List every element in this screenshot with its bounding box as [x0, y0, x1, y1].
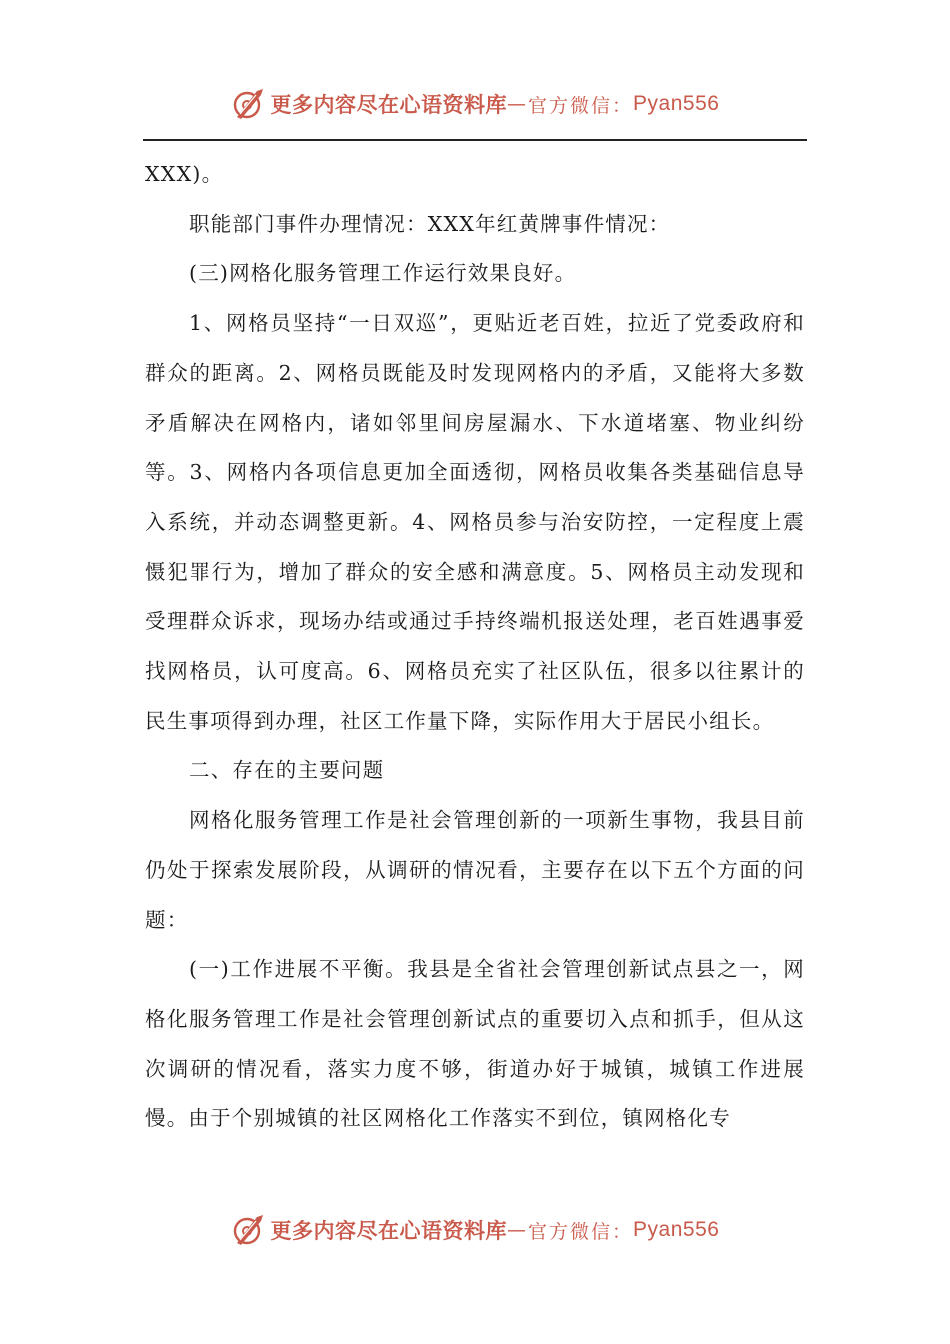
document-body [145, 150, 805, 1144]
banner-separator: — [507, 1219, 529, 1241]
section-heading-problems: 二、存在的主要问题 [189, 758, 385, 783]
paragraph-problems-intro: 网格化服务管理工作是社会管理创新的一项新生事物，我县目前仍处于探索发展阶段，从调研的情况看，主要存在以下五个方面的问题： [145, 808, 805, 932]
banner-brand-text: 更多内容尽在心语资料库 [270, 1218, 508, 1243]
paragraph-grid-results: 1、网格员坚持“一日双巡”，更贴近老百姓，拉近了党委政府和群众的距离。2、网格员既能及时发现网格内的矛盾，又能将大多数矛盾解决在网格内，诸如邻里间房屋漏水、下水道堵塞、物业纠纷等。3、网格内各项信息更加全面透彻，网格员收集各类基础信息导入系统，并动态调整更新。4、网格员参与治安防控，一定程度上震慑犯罪行为，增加了群众的安全感和满意度。5、网格员主动发现和受理群众诉求，现场办结或通过手持终端机报送处理，老百姓遇事爱找网格员，认可度高。6、网格员充实了社区队伍，很多以往累计的民生事项得到办理，社区工作量下降，实际作用大于居民小组长。 [145, 311, 805, 733]
banner-wechat-label: 官方微信： [528, 94, 634, 117]
banner-separator: — [507, 93, 529, 115]
banner-wechat-id: Pyan556 [633, 1218, 720, 1241]
banner-wechat-id: Pyan556 [633, 92, 720, 115]
paragraph-department-events: 职能部门事件办理情况：XXX年红黄牌事件情况： [189, 211, 671, 236]
quill-pen-logo-icon [231, 86, 267, 122]
header-banner [0, 82, 950, 126]
banner-brand-text: 更多内容尽在心语资料库 [270, 92, 508, 117]
header-divider [143, 139, 807, 141]
footer-banner [0, 1208, 950, 1252]
paragraph-continuation: XXX)。 [145, 162, 224, 186]
banner-wechat-label: 官方微信： [528, 1220, 634, 1243]
quill-pen-logo-icon [231, 1212, 267, 1248]
section-heading-results: (三)网格化服务管理工作运行效果良好。 [189, 261, 577, 286]
paragraph-uneven-progress: (一)工作进展不平衡。我县是全省社会管理创新试点县之一，网格化服务管理工作是社会管理创新试点的重要切入点和抓手，但从这次调研的情况看，落实力度不够，街道办好于城镇，城镇工作进展慢。由于个别城镇的社区网格化工作落实不到位，镇网格化专 [145, 957, 805, 1131]
